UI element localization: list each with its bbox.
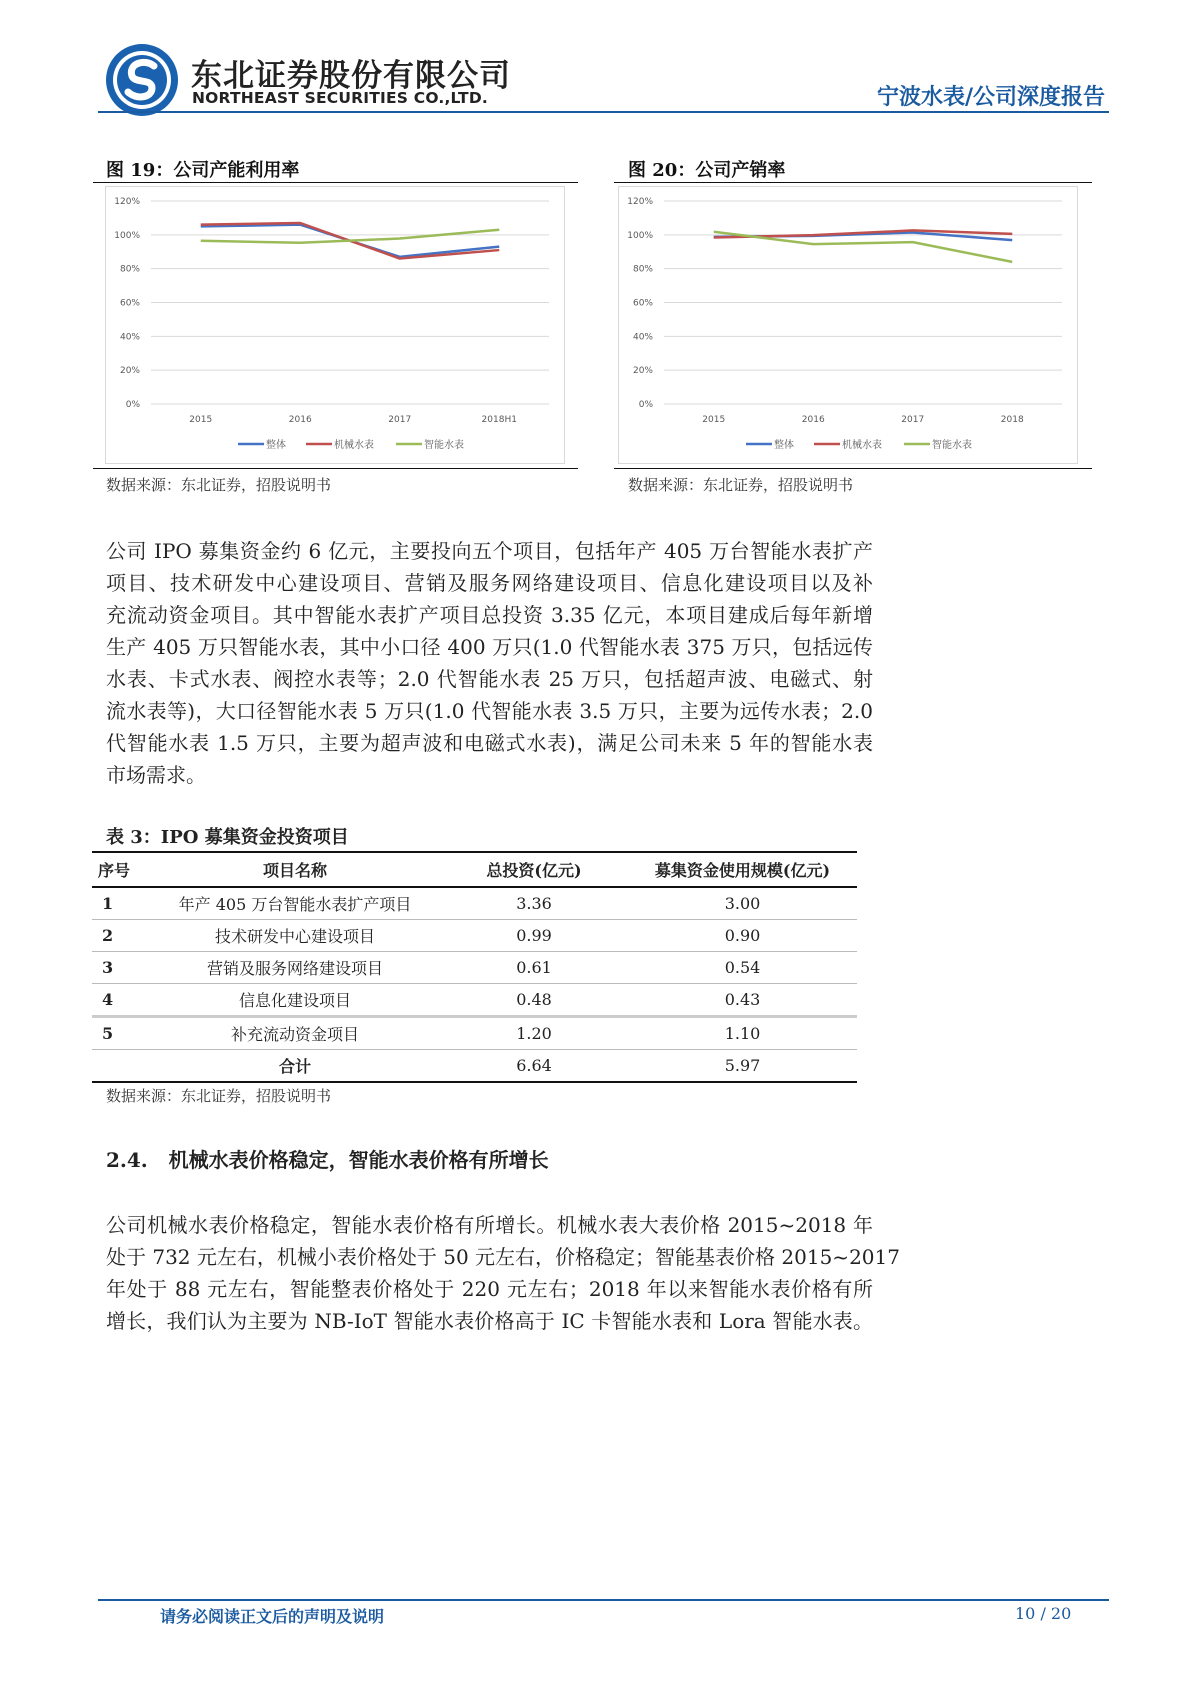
cell-total-investment: 3.36 xyxy=(440,887,628,920)
figure-19-top-rule xyxy=(93,182,578,183)
table-header-row xyxy=(92,852,857,887)
cell-total-investment: 0.99 xyxy=(440,920,628,952)
legend-label: 整体 xyxy=(266,440,286,451)
cell-index: 2 xyxy=(92,920,150,952)
column-header-project: 项目名称 xyxy=(150,852,440,887)
y-tick-label: 40% xyxy=(119,332,140,343)
paragraph-line: 增长，我们认为主要为 NB-IoT 智能水表价格高于 IC 卡智能水表和 Lora 智能水表。 xyxy=(106,1309,873,1333)
cell-total-investment: 1.20 xyxy=(440,1017,628,1050)
cell-total-investment: 0.61 xyxy=(440,952,628,984)
legend-label: 整体 xyxy=(774,440,794,451)
cell-index xyxy=(92,1050,150,1083)
page-number: 10 / 20 xyxy=(1015,1604,1072,1623)
legend-label: 智能水表 xyxy=(932,440,972,451)
legend-label: 智能水表 xyxy=(424,440,464,451)
paragraph-line: 生产 405 万只智能水表，其中小口径 400 万只(1.0 代智能水表 375 万只，包括远传 xyxy=(106,635,873,659)
cell-raised-funds: 0.43 xyxy=(628,984,857,1017)
x-tick-label: 2017 xyxy=(901,415,925,425)
chart-production-sales-ratio xyxy=(618,186,1078,464)
x-tick-label: 2017 xyxy=(388,415,412,425)
paragraph-line: 流水表等)，大口径智能水表 5 万只(1.0 代智能水表 3.5 万只，主要为远传水表；2.0 xyxy=(106,699,873,723)
y-tick-label: 80% xyxy=(119,264,140,275)
cell-raised-funds: 0.90 xyxy=(628,920,857,952)
table-3-source: 数据来源：东北证券，招股说明书 xyxy=(106,1087,332,1105)
cell-raised-funds: 3.00 xyxy=(628,887,857,920)
ipo-investment-table xyxy=(92,851,857,1083)
paragraph-line: 项目、技术研发中心建设项目、营销及服务网络建设项目、信息化建设项目以及补 xyxy=(106,571,873,595)
table-row xyxy=(92,952,857,984)
company-logo xyxy=(104,42,180,118)
chart-production-sales-ratio-svg xyxy=(619,187,1077,463)
y-tick-label: 20% xyxy=(632,366,653,377)
y-tick-label: 100% xyxy=(114,230,140,241)
table-row xyxy=(92,1017,857,1050)
footer-divider xyxy=(98,1599,1109,1601)
cell-project: 信息化建设项目 xyxy=(150,984,440,1017)
paragraph-line: 代智能水表 1.5 万只，主要为超声波和电磁式水表)，满足公司未来 5 年的智能水表 xyxy=(106,731,873,755)
y-tick-label: 120% xyxy=(627,197,653,207)
column-header-raised-funds: 募集资金使用规模(亿元) xyxy=(628,852,857,887)
table-3-title: 表 3：IPO 募集资金投资项目 xyxy=(106,827,349,848)
cell-total-investment: 0.48 xyxy=(440,984,628,1017)
paragraph-line: 处于 732 元左右，机械小表价格处于 50 元左右，价格稳定；智能基表价格 2015~2017 xyxy=(106,1245,900,1269)
table-total-row xyxy=(92,1050,857,1083)
y-tick-label: 120% xyxy=(114,197,140,207)
paragraph-line: 年处于 88 元左右，智能整表价格处于 220 元左右；2018 年以来智能水表价格有所 xyxy=(106,1277,873,1301)
cell-project: 补充流动资金项目 xyxy=(150,1017,440,1050)
paragraph-line: 充流动资金项目。其中智能水表扩产项目总投资 3.35 亿元，本项目建成后每年新增 xyxy=(106,603,873,627)
paragraph-line: 公司 IPO 募集资金约 6 亿元，主要投向五个项目，包括年产 405 万台智能水表扩产 xyxy=(106,539,873,563)
legend-label: 机械水表 xyxy=(842,440,882,451)
chart-capacity-utilization xyxy=(105,186,565,464)
figure-20-source: 数据来源：东北证券，招股说明书 xyxy=(628,476,854,494)
legend-label: 机械水表 xyxy=(334,440,374,451)
table-row xyxy=(92,920,857,952)
report-title: 宁波水表/公司深度报告 xyxy=(876,84,1105,110)
cell-raised-funds: 0.54 xyxy=(628,952,857,984)
y-tick-label: 80% xyxy=(632,264,653,275)
cell-index: 1 xyxy=(92,887,150,920)
chart-capacity-utilization-svg xyxy=(106,187,564,463)
figure-20-top-rule xyxy=(614,182,1092,183)
cell-project: 营销及服务网络建设项目 xyxy=(150,952,440,984)
cell-raised-funds: 1.10 xyxy=(628,1017,857,1050)
company-name-cn: 东北证券股份有限公司 xyxy=(191,58,511,94)
figure-20-bottom-rule xyxy=(614,468,1092,469)
footer-disclaimer-note: 请务必阅读正文后的声明及说明 xyxy=(160,1607,385,1626)
x-tick-label: 2018H1 xyxy=(481,415,517,425)
cell-index: 3 xyxy=(92,952,150,984)
paragraph-line: 水表、卡式水表、阀控水表等；2.0 代智能水表 25 万只，包括超声波、电磁式、射 xyxy=(106,667,873,691)
table-row xyxy=(92,984,857,1017)
y-tick-label: 60% xyxy=(119,298,140,309)
y-tick-label: 100% xyxy=(627,230,653,241)
cell-total-label: 合计 xyxy=(150,1050,440,1083)
y-tick-label: 0% xyxy=(125,400,140,410)
header-divider xyxy=(98,111,1109,113)
cell-project: 技术研发中心建设项目 xyxy=(150,920,440,952)
series-line-智能水表 xyxy=(201,230,500,243)
table-row xyxy=(92,887,857,920)
company-name-en: NORTHEAST SECURITIES CO.,LTD. xyxy=(192,89,488,107)
cell-project: 年产 405 万台智能水表扩产项目 xyxy=(150,887,440,920)
figure-19-source: 数据来源：东北证券，招股说明书 xyxy=(106,476,332,494)
y-tick-label: 0% xyxy=(638,400,653,410)
column-header-index: 序号 xyxy=(92,852,150,887)
cell-total-investment: 6.64 xyxy=(440,1050,628,1083)
y-tick-label: 60% xyxy=(632,298,653,309)
y-tick-label: 20% xyxy=(119,366,140,377)
y-tick-label: 40% xyxy=(632,332,653,343)
paragraph-line: 市场需求。 xyxy=(106,763,206,787)
figure-19-title: 图 19：公司产能利用率 xyxy=(106,160,300,181)
x-tick-label: 2016 xyxy=(801,415,825,425)
cell-total-raised-funds: 5.97 xyxy=(628,1050,857,1083)
cell-index: 5 xyxy=(92,1017,150,1050)
x-tick-label: 2018 xyxy=(1000,415,1024,425)
section-heading: 2.4. 机械水表价格稳定，智能水表价格有所增长 xyxy=(106,1148,549,1172)
figure-20-title: 图 20：公司产销率 xyxy=(628,160,786,181)
cell-index: 4 xyxy=(92,984,150,1017)
figure-19-bottom-rule xyxy=(93,468,578,469)
paragraph-line: 公司机械水表价格稳定，智能水表价格有所增长。机械水表大表价格 2015~2018 年 xyxy=(106,1213,873,1237)
x-tick-label: 2016 xyxy=(288,415,312,425)
x-tick-label: 2015 xyxy=(189,415,213,425)
column-header-total-investment: 总投资(亿元) xyxy=(440,852,628,887)
x-tick-label: 2015 xyxy=(702,415,726,425)
